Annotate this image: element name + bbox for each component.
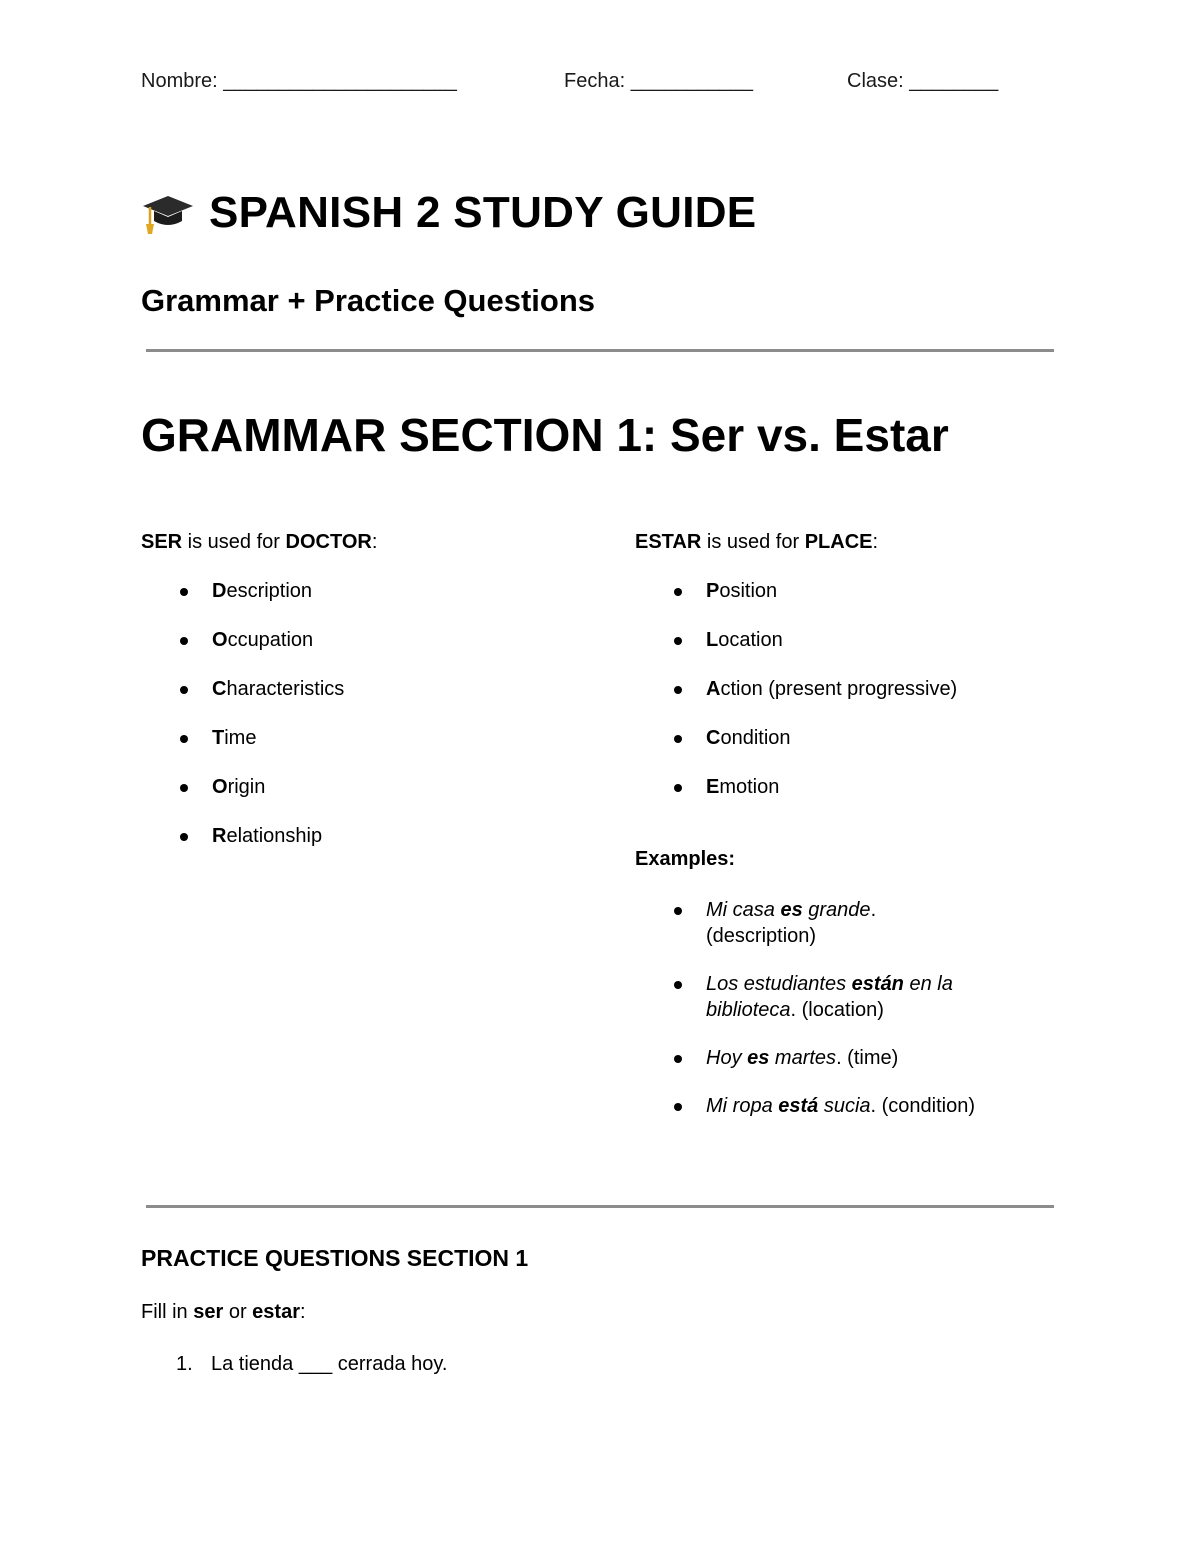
list-item [670, 627, 1050, 653]
page-title [141, 188, 756, 238]
bullet-icon [674, 907, 682, 915]
item-initial: C [706, 727, 721, 749]
bullet-icon [674, 735, 682, 743]
example-text: Mi ropa [706, 1095, 779, 1117]
example-item [670, 897, 990, 949]
title-text: SPANISH 2 STUDY GUIDE [209, 188, 757, 237]
bullet-icon [180, 833, 188, 841]
item-rest: haracteristics [226, 678, 345, 700]
example-verb: está [778, 1095, 819, 1117]
divider-top [146, 349, 1054, 352]
instruction-text: or [223, 1301, 253, 1323]
item-rest: ondition [720, 727, 791, 749]
example-text: Hoy [706, 1047, 748, 1069]
list-item [176, 676, 344, 702]
example-item [670, 1093, 990, 1119]
list-item [670, 578, 1050, 604]
example-item [670, 971, 990, 1023]
list-item [176, 725, 344, 751]
examples-label: Examples: [635, 848, 736, 870]
item-rest: ccupation [227, 629, 314, 651]
example-verb: están [851, 973, 904, 995]
estar-intro-mid: is used for [701, 531, 805, 553]
bullet-icon [674, 686, 682, 694]
bullet-icon [674, 784, 682, 792]
clase-field: Clase: ________ [847, 70, 999, 92]
example-text: grande [802, 899, 871, 921]
bullet-icon [674, 588, 682, 596]
divider-bottom [146, 1205, 1054, 1208]
graduation-cap-icon [141, 188, 195, 238]
item-initial: P [706, 580, 720, 602]
instruction-text: Fill in [141, 1301, 194, 1323]
item-rest: elationship [226, 825, 323, 847]
estar-intro-end: : [872, 531, 879, 553]
ser-verb: SER [141, 531, 183, 553]
instruction-ser: ser [193, 1301, 224, 1323]
item-rest: rigin [227, 776, 266, 798]
item-initial: C [212, 678, 227, 700]
item-rest: ocation [718, 629, 783, 651]
list-item [176, 774, 344, 800]
item-initial: D [212, 580, 227, 602]
example-note: . (time) [836, 1047, 899, 1069]
list-item [176, 578, 344, 604]
example-text: en la biblioteca [706, 973, 953, 1021]
ser-intro-mid: is used for [182, 531, 286, 553]
instruction-text: : [299, 1301, 306, 1323]
grammar-section-heading: GRAMMAR SECTION 1: Ser vs. Estar [141, 409, 949, 461]
item-initial: O [212, 776, 228, 798]
example-text: Mi casa [706, 899, 781, 921]
example-item [670, 1045, 990, 1071]
item-initial: R [212, 825, 227, 847]
bullet-icon [180, 637, 188, 645]
bullet-icon [180, 588, 188, 596]
ser-list [176, 578, 344, 849]
example-text: sucia [818, 1095, 871, 1117]
list-item [176, 823, 344, 849]
bullet-icon [180, 784, 188, 792]
practice-heading: PRACTICE QUESTIONS SECTION 1 [141, 1245, 529, 1271]
bullet-icon [674, 1055, 682, 1063]
item-rest: osition [719, 580, 778, 602]
list-item [176, 627, 344, 653]
subtitle: Grammar + Practice Questions [141, 283, 596, 318]
item-rest: ime [224, 727, 257, 749]
bullet-icon [674, 1103, 682, 1111]
list-item [670, 774, 1050, 800]
ser-intro [141, 531, 377, 554]
ser-intro-end: : [371, 531, 378, 553]
bullet-icon [674, 981, 682, 989]
bullet-icon [180, 735, 188, 743]
question-text: La tienda ___ cerrada hoy. [211, 1353, 448, 1375]
item-rest: motion [719, 776, 780, 798]
item-rest: ction (present progressive) [720, 678, 958, 700]
fecha-field: Fecha: ___________ [564, 70, 754, 92]
estar-acronym: PLACE [804, 531, 873, 553]
bullet-icon [180, 686, 188, 694]
item-initial: O [212, 629, 228, 651]
example-note: . (location) [790, 999, 884, 1021]
list-item [670, 676, 1050, 702]
example-text: martes [769, 1047, 837, 1069]
example-note: . (condition) [870, 1095, 976, 1117]
example-verb: es [747, 1047, 770, 1069]
question-item [176, 1353, 447, 1376]
item-rest: escription [226, 580, 313, 602]
example-verb: es [780, 899, 803, 921]
nombre-field: Nombre: _____________________ [141, 70, 457, 92]
estar-verb: ESTAR [635, 531, 702, 553]
estar-list [670, 578, 1050, 800]
examples-list [670, 897, 990, 1119]
ser-acronym: DOCTOR [285, 531, 372, 553]
item-initial: T [212, 727, 225, 749]
example-text: Los estudiantes [706, 973, 852, 995]
item-initial: A [706, 678, 721, 700]
list-item [670, 725, 1050, 751]
bullet-icon [674, 637, 682, 645]
example-note: . (description) [706, 899, 877, 947]
estar-intro [635, 531, 878, 554]
practice-instruction [141, 1301, 306, 1324]
item-initial: E [706, 776, 720, 798]
question-number: 1. [176, 1353, 193, 1375]
item-initial: L [706, 629, 719, 651]
instruction-estar: estar [252, 1301, 300, 1323]
